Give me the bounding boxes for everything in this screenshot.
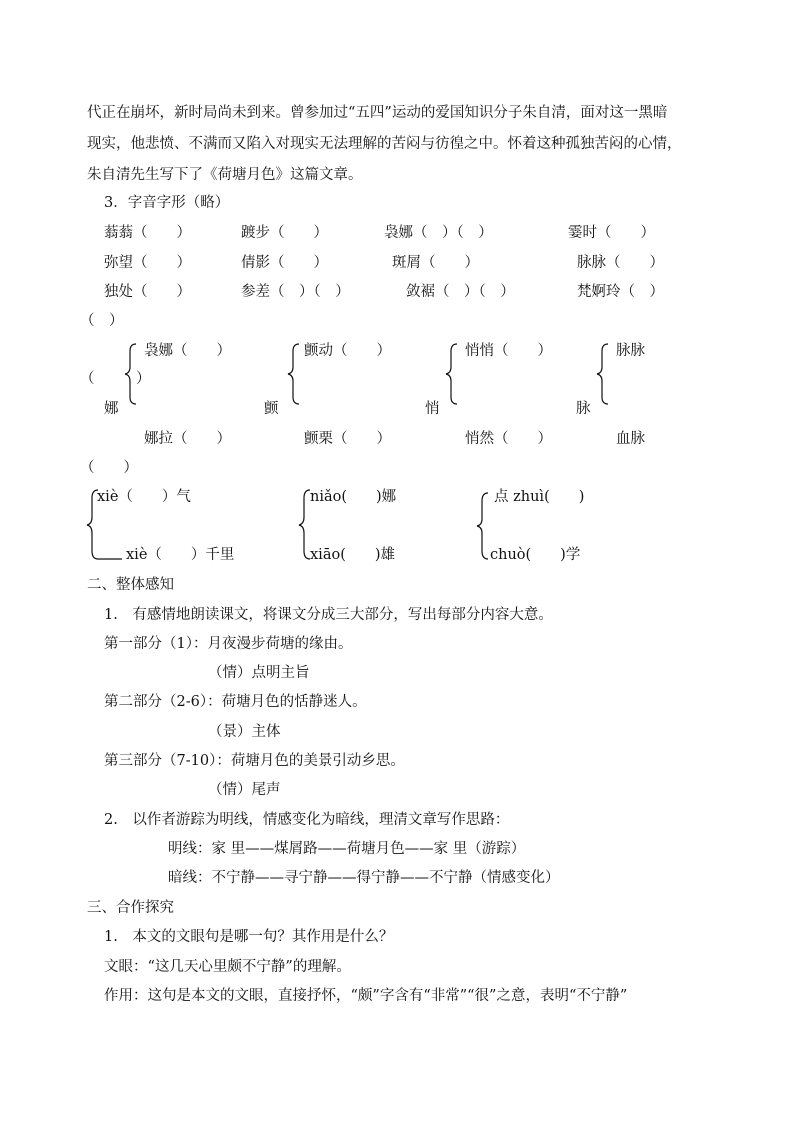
question: 1. 本文的文眼句是哪一句？其作用是什么？ (104, 929, 394, 945)
pron-item-wrap: （ ） (80, 313, 124, 329)
pron-group-bottom: 颤栗（ ） (304, 431, 391, 447)
pronunciation-heading: 3．字音字形（略） (104, 195, 230, 211)
pinyin-group-top: 点 zhuì( ) (494, 489, 585, 505)
part-summary: 第三部分（7-10）：荷塘月色的美景引动乡思。 (104, 753, 405, 769)
pron-group-paren: （ (80, 371, 95, 387)
brace-icon (86, 489, 126, 561)
pron-group-char: 悄 (425, 401, 440, 417)
brace-icon (298, 489, 312, 561)
part-note: （情）点明主旨 (208, 665, 310, 681)
pron-group-bottom-wrap: （ ） (80, 460, 138, 476)
pron-item: 梵婀玲（ ） (577, 284, 664, 300)
part-note: （景）主体 (208, 724, 281, 740)
pron-group-bottom: 悄然（ ） (465, 431, 552, 447)
pron-item: 霎时（ ） (568, 225, 655, 241)
pinyin-group-bottom: chuò( )学 (490, 547, 581, 563)
pron-item: 斑屑（ ） (392, 255, 479, 271)
brace-icon (596, 343, 610, 405)
pron-item: 蓊蓊（ ） (104, 225, 191, 241)
pron-item: 独处（ ） (104, 284, 191, 300)
question: 1. 有感情地朗读课文，将课文分成三大部分，写出每部分内容大意。 (104, 607, 553, 623)
pron-group-char: 颤 (264, 401, 279, 417)
brace-icon (287, 343, 301, 405)
pron-item: 踱步（ ） (241, 225, 328, 241)
question: 2. 以作者游踪为明线，情感变化为暗线，理清文章写作思路： (104, 812, 510, 828)
intro-line-3: 朱自清先生写下了《荷塘月色》这篇文章。 (87, 167, 363, 183)
brace-icon (445, 343, 459, 405)
pron-group-char: 娜 (104, 401, 119, 417)
intro-line-2: 现实，他悲愤、不满而又陷入对现实无法理解的苦闷与彷徨之中。怀着这种孤独苦闷的心情， (87, 136, 682, 152)
pron-group-bottom: 娜拉（ ） (144, 431, 231, 447)
intro-line-1: 代正在崩坏，新时局尚未到来。曾参加过“五四”运动的爱国知识分子朱自清，面对这一黑暗 (87, 105, 668, 121)
brace-icon (476, 492, 490, 560)
clue-line: 暗线：不宁静——寻宁静——得宁静——不宁静（情感变化） (168, 870, 560, 886)
pron-item: 参差（ ）（ ） (241, 284, 350, 300)
brace-icon (124, 343, 138, 405)
part-summary: 第一部分（1）：月夜漫步荷塘的缘由。 (104, 636, 353, 652)
pron-group-bottom: 血脉 (616, 431, 645, 447)
answer-line: 文眼：“这几天心里颇不宁静”的理解。 (104, 959, 351, 975)
pron-item: 脉脉（ ） (577, 255, 664, 271)
part-note: （情）尾声 (208, 782, 281, 798)
pron-item: 倩影（ ） (241, 255, 328, 271)
pron-group-top: 悄悄（ ） (465, 343, 552, 359)
pinyin-group-top: niǎo( )娜 (310, 489, 397, 505)
pron-group-char: 脉 (576, 401, 591, 417)
section-heading: 三、合作探究 (87, 900, 174, 916)
pron-group-paren: ） (136, 371, 151, 387)
pinyin-group-bottom: xiāo( )雄 (310, 547, 396, 563)
pron-group-top: 颤动（ ） (304, 343, 391, 359)
pron-item: 袅娜（ ）（ ） (384, 225, 493, 241)
pinyin-group-bottom: xiè（ ）千里 (126, 547, 235, 563)
pinyin-group-top: xiè（ ）气 (97, 489, 191, 505)
pron-item: 敛裾（ ）（ ） (406, 284, 515, 300)
part-summary: 第二部分（2-6）：荷塘月色的恬静迷人。 (104, 694, 367, 710)
answer-line: 作用：这句是本文的文眼，直接抒怀，“颇”字含有“非常”“很”之意，表明“不宁静” (104, 988, 628, 1004)
pron-group-top: 脉脉 (616, 343, 645, 359)
pron-item: 弥望（ ） (104, 255, 191, 271)
clue-line: 明线：家 里——煤屑路——荷塘月色——家 里（游踪） (168, 841, 526, 857)
pron-group-top: 袅娜（ ） (144, 343, 231, 359)
section-heading: 二、整体感知 (87, 577, 174, 593)
